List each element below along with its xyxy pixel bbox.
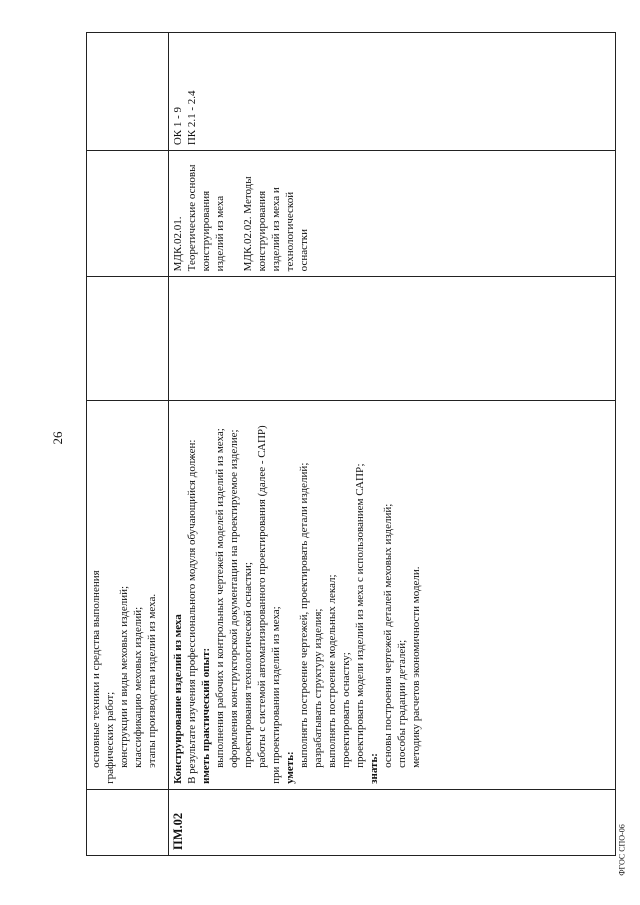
cell-mdk <box>87 151 169 277</box>
competency-ok: ОК 1 - 9 <box>172 106 184 146</box>
list-item: этапы производства изделий из меха. <box>146 593 158 768</box>
list-item: работы с системой автоматизированного проектирования (далее - САПР) при проектировании изделий из меха; <box>256 425 282 784</box>
cell-competencies <box>169 33 616 151</box>
table-row <box>169 33 616 856</box>
footer-label: ФГОС СПО-06 <box>617 824 627 876</box>
list-item: конструкции и виды меховых изделий; <box>118 585 130 768</box>
skills-label: уметь: <box>284 751 296 784</box>
cell-index <box>87 789 169 855</box>
list-item: проектировать оснастку; <box>340 652 352 768</box>
curriculum-table-rotated <box>86 32 616 856</box>
page-number: 26 <box>50 431 65 445</box>
list-item: способы градации деталей; <box>396 639 408 768</box>
module-code: ПМ.02 <box>171 812 185 850</box>
knowledge-label: знать: <box>368 753 380 784</box>
module-title: Конструирование изделий из меха <box>172 614 184 784</box>
cell-mdk <box>169 151 616 277</box>
list-item: разрабатывать структуру изделия; <box>312 608 324 768</box>
cell-index <box>169 789 616 855</box>
module-intro: В результате изучения профессионального модуля обучающийся должен: <box>186 439 198 784</box>
curriculum-table <box>86 32 616 856</box>
table-row <box>87 33 169 856</box>
cell-competencies <box>87 33 169 151</box>
mdk-item: МДК.02.01. Теоретические основы конструирования изделий из меха <box>172 164 226 272</box>
competency-pk: ПК 2.1 - 2.4 <box>186 90 198 146</box>
list-item: выполнять построение модельных лекал; <box>326 574 338 768</box>
list-item: выполнения рабочих и контрольных чертежей моделей изделий из меха; <box>214 428 226 768</box>
list-item: оформления конструкторской документации на проектируемое изделие; <box>228 429 240 768</box>
list-item: графических работ; <box>104 691 116 784</box>
cell-hours <box>169 277 616 401</box>
mdk-item: МДК.02.02. Методы конструирования изделий из меха и технологической оснастки <box>242 176 310 272</box>
cell-content <box>169 401 616 789</box>
cell-hours <box>87 277 169 401</box>
list-item: выполнять построение чертежей, проектировать детали изделий; <box>298 462 310 768</box>
list-item: классификацию меховых изделий; <box>132 606 144 768</box>
list-item: основы построения чертежей деталей меховых изделий; <box>382 503 394 768</box>
list-item: проектировать модели изделий из меха с использованием САПР; <box>354 463 366 768</box>
experience-label: иметь практический опыт: <box>200 647 212 784</box>
cell-content <box>87 401 169 789</box>
list-item: проектирования технологической оснастки; <box>242 562 254 768</box>
list-item: методику расчетов экономичности модели. <box>410 566 422 768</box>
list-item: основные техники и средства выполнения <box>90 570 102 768</box>
